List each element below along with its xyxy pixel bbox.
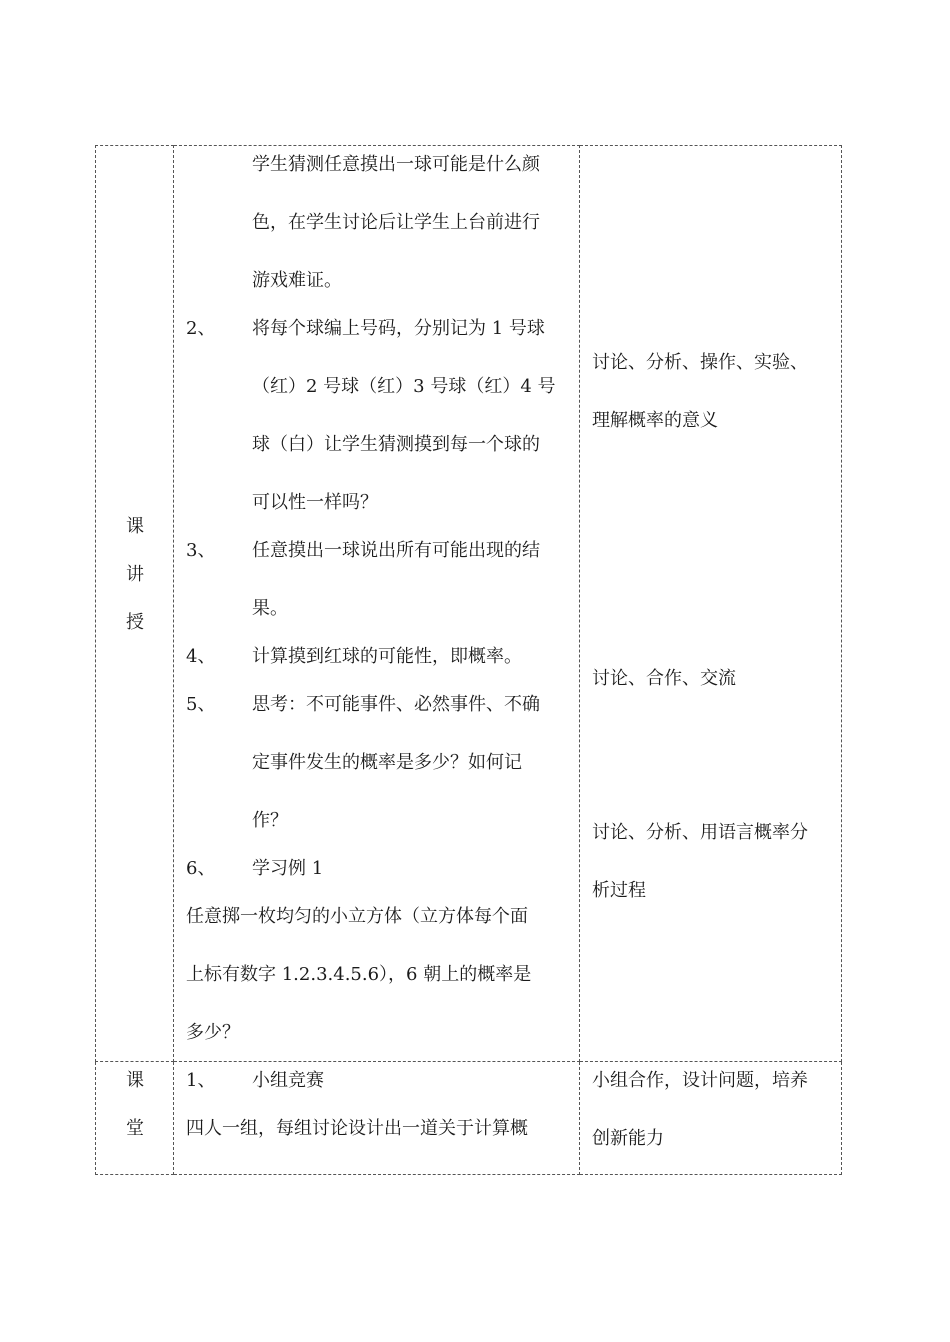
content-line: 将每个球编上号码，分别记为 1 号球 [252, 318, 545, 339]
class-section-row [96, 1062, 842, 1175]
content-line: 可以性一样吗？ [252, 492, 378, 513]
method-line: 小组合作，设计问题，培养 [592, 1070, 808, 1091]
content-line: 定事件发生的概率是多少？如何记 [252, 752, 522, 773]
class-content-cell [174, 1062, 580, 1175]
item-number: 1、 [186, 1070, 216, 1091]
item-number: 2、 [186, 318, 216, 339]
lesson-plan-table [95, 145, 842, 1175]
method-line: 讨论、合作、交流 [592, 668, 736, 689]
method-line: 讨论、分析、用语言概率分 [592, 822, 808, 843]
teaching-section-row [96, 146, 842, 1062]
teaching-content-cell [174, 146, 580, 1062]
content-line: 思考：不可能事件、必然事件、不确 [252, 694, 540, 715]
teaching-section-label-cell [96, 146, 174, 1062]
content-line: 计算摸到红球的可能性，即概率。 [252, 646, 522, 667]
item-number: 6、 [186, 858, 216, 879]
method-line: 析过程 [592, 880, 646, 901]
content-line: 作？ [252, 810, 288, 831]
item-number: 5、 [186, 694, 216, 715]
content-line: （红）2 号球（红）3 号球（红）4 号 [252, 376, 556, 397]
content-line: 任意摸出一球说出所有可能出现的结 [252, 540, 540, 561]
content-line: 游戏难证。 [252, 270, 342, 291]
content-line: 小组竞赛 [252, 1070, 324, 1091]
content-line: 球（白）让学生猜测摸到每一个球的 [252, 434, 540, 455]
method-line: 创新能力 [592, 1128, 664, 1149]
content-line: 果。 [252, 598, 288, 619]
content-line: 学生猜测任意摸出一球可能是什么颜 [252, 154, 540, 175]
section-label-char: 课 [126, 1070, 144, 1091]
section-label-char: 课 [126, 516, 144, 537]
class-method-cell [580, 1062, 842, 1175]
section-label-char: 讲 [126, 564, 144, 585]
example-line: 上标有数字 1.2.3.4.5.6），6 朝上的概率是 [186, 964, 532, 985]
content-line: 色，在学生讨论后让学生上台前进行 [252, 212, 540, 233]
class-section-label-cell [96, 1062, 174, 1175]
content-line: 学习例 1 [252, 858, 324, 879]
method-line: 理解概率的意义 [592, 410, 718, 431]
content-line: 四人一组，每组讨论设计出一道关于计算概 [186, 1118, 528, 1139]
item-number: 3、 [186, 540, 216, 561]
section-label-char: 堂 [126, 1118, 144, 1139]
item-number: 4、 [186, 646, 216, 667]
example-line: 多少？ [186, 1022, 240, 1043]
method-line: 讨论、分析、操作、实验、 [592, 352, 808, 373]
example-line: 任意掷一枚均匀的小立方体（立方体每个面 [186, 906, 528, 927]
section-label-char: 授 [126, 612, 144, 633]
teaching-method-cell [580, 146, 842, 1062]
